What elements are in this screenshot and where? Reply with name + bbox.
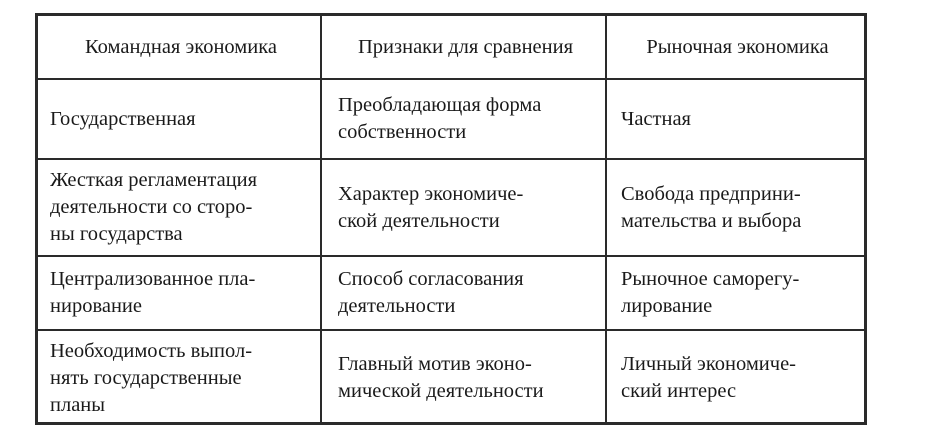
cell-market: Свобода предприни- мательства и выбора xyxy=(606,159,864,256)
comparison-table-frame xyxy=(35,13,867,425)
cell-criterion: Характер экономиче- ской деятельности xyxy=(321,159,606,256)
cell-market: Рыночное саморегу- лирование xyxy=(606,256,864,330)
header-command-economy: Командная экономика xyxy=(38,16,321,79)
cell-command: Необходимость выпол- нять государственные планы xyxy=(38,330,321,425)
table-row xyxy=(38,256,864,330)
header-comparison-criteria: Признаки для сравнения xyxy=(321,16,606,79)
cell-command: Жесткая регламентация деятельности со сторо- ны государства xyxy=(38,159,321,256)
cell-criterion: Способ согласования деятельности xyxy=(321,256,606,330)
cell-market: Частная xyxy=(606,79,864,159)
economy-comparison-table xyxy=(38,16,864,425)
cell-criterion: Преобладающая форма собственности xyxy=(321,79,606,159)
table-header-row xyxy=(38,16,864,79)
header-market-economy: Рыночная экономика xyxy=(606,16,864,79)
cell-criterion: Главный мотив эконо- мической деятельности xyxy=(321,330,606,425)
cell-command: Государственная xyxy=(38,79,321,159)
table-row xyxy=(38,159,864,256)
cell-market: Личный экономиче- ский интерес xyxy=(606,330,864,425)
table-row xyxy=(38,330,864,425)
cell-command: Централизованное пла- нирование xyxy=(38,256,321,330)
table-row xyxy=(38,79,864,159)
